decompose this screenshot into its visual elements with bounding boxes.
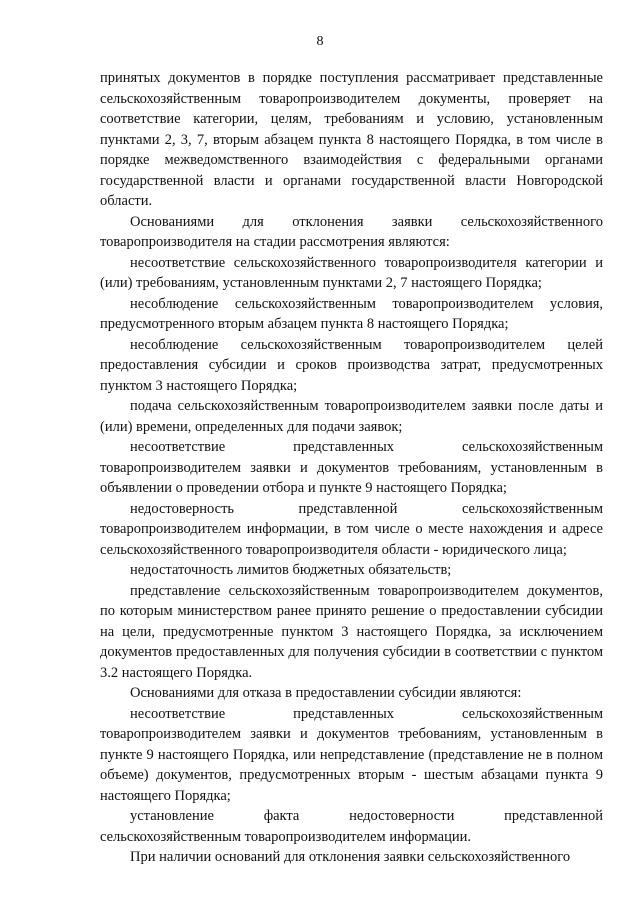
paragraph-10: представление сельскохозяйственным товаропроизводителем документов, по которым министерством ранее принято решение о предоставлении субсидии на цели, предусмотренные пунктом 3 настоящего Порядка, за исключением документов предоставленных для получения субсидии в соответствии с пунктом 3.2 настоящего Порядка. <box>100 582 603 681</box>
paragraph-8: недостоверность представленной сельскохозяйственным товаропроизводителем информации, в том числе о месте нахождения и адресе сельскохозяйственного товаропроизводителя области - юридического лица; <box>100 500 603 558</box>
paragraph-12: несоответствие представленных сельскохозяйственным товаропроизводителем заявки и документов требованиям, установленным в пункте 9 настоящего Порядка, или непредставление (представление не в полном объеме) документов, предусмотренных вторым - шестым абзацами пункта 9 настоящего Порядка; <box>100 705 603 804</box>
page-number: 8 <box>316 34 324 49</box>
paragraph-4: несоблюдение сельскохозяйственным товаропроизводителем условия, предусмотренного вторым абзацем пункта 8 настоящего Порядка; <box>100 295 603 332</box>
paragraph-5: несоблюдение сельскохозяйственным товаропроизводителем целей предоставления субсидии и сроков производства затрат, предусмотренных пунктом 3 настоящего Порядка; <box>100 336 603 394</box>
paragraph-1: принятых документов в порядке поступления рассматривает представленные сельскохозяйственным товаропроизводителем документы, проверяет на соответствие категории, целям, требованиям и условию, установленным пунктами 2, 3, 7, вторым абзацем пункта 8 настоящего Порядка, в том числе в порядке межведомственного взаимодействия с федеральными органами государственной власти и органами государственной власти Новгородской области. <box>100 70 603 209</box>
paragraph-11: Основаниями для отказа в предоставлении субсидии являются: <box>130 685 522 701</box>
paragraph-13: установление факта недостоверности представленной сельскохозяйственным товаропроизводителем информации. <box>100 808 603 845</box>
paragraph-7: несоответствие представленных сельскохозяйственным товаропроизводителем заявки и документов требованиям, установленным в объявлении о проведении отбора и пункте 9 настоящего Порядка; <box>100 439 603 496</box>
paragraph-9: недостаточность лимитов бюджетных обязательств; <box>130 562 452 578</box>
document-body <box>100 68 603 868</box>
paragraph-3: несоответствие сельскохозяйственного товаропроизводителя категории и (или) требованиям, установленным пунктами 2, 7 настоящего Порядка; <box>100 254 603 291</box>
paragraph-6: подача сельскохозяйственным товаропроизводителем заявки после даты и (или) времени, определенных для подачи заявок; <box>100 398 603 435</box>
paragraph-14: При наличии оснований для отклонения заявки сельскохозяйственного <box>130 849 571 865</box>
paragraph-2: Основаниями для отклонения заявки сельскохозяйственного товаропроизводителя на стадии рассмотрения являются: <box>100 213 603 250</box>
